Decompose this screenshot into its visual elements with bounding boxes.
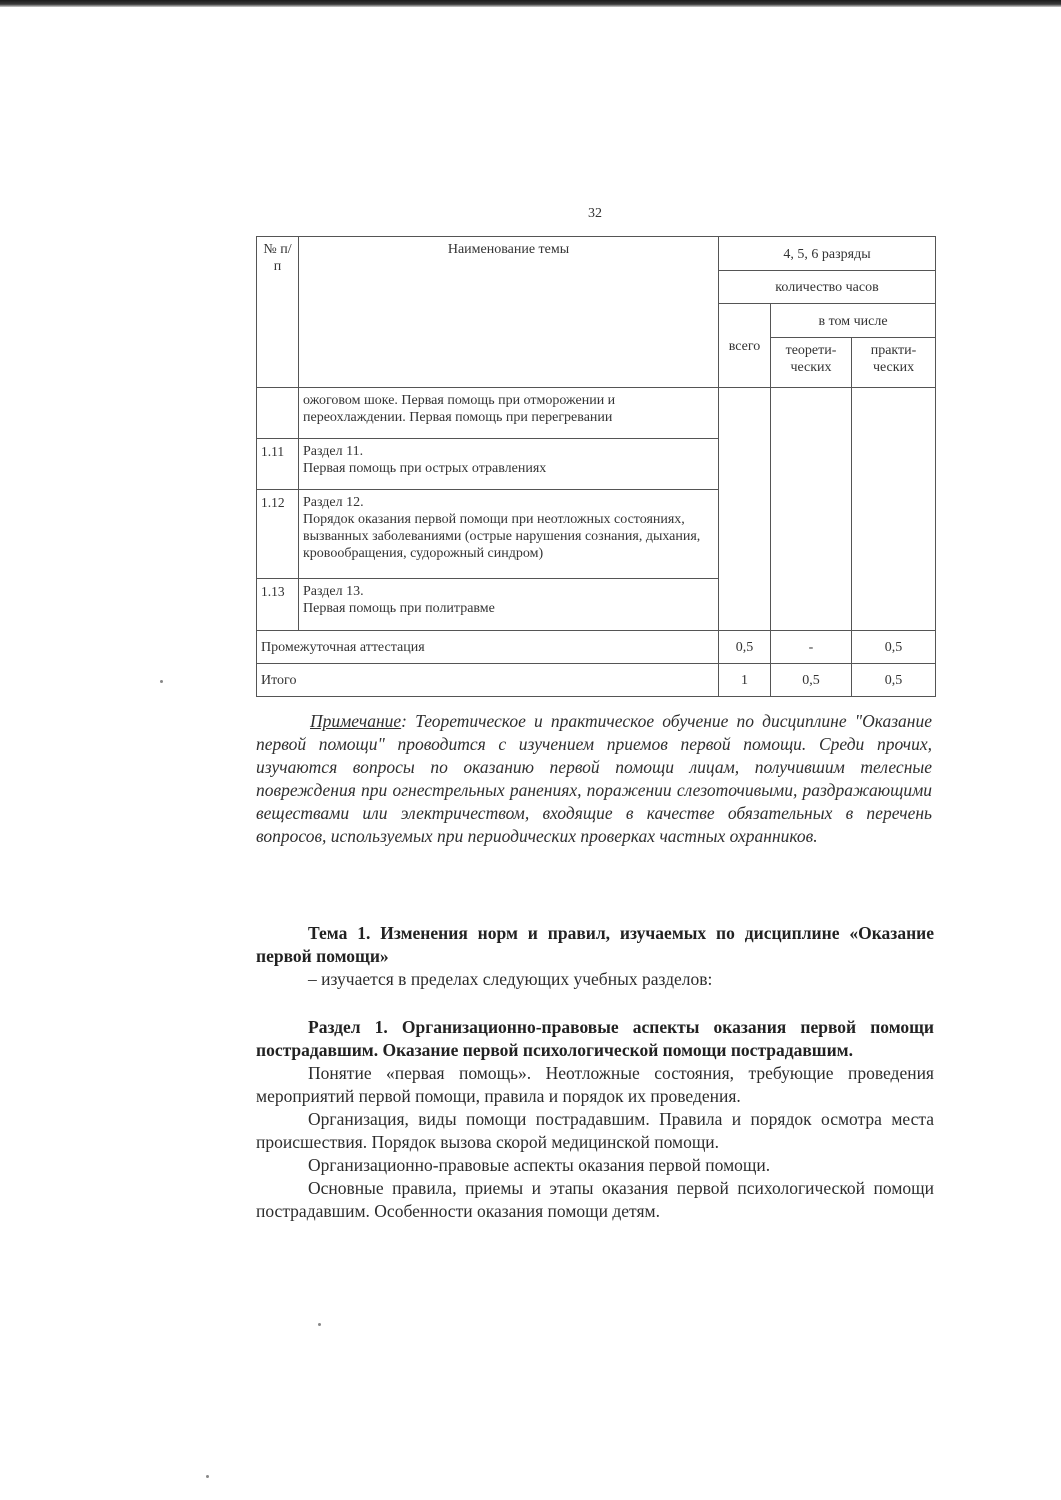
header-topic-name: Наименование темы bbox=[299, 237, 719, 388]
section-paragraph: Понятие «первая помощь». Неотложные состояния, требующие проведения мероприятий первой помощи, правила и порядок их проведения. bbox=[256, 1063, 934, 1106]
note-label: Примечание bbox=[310, 711, 402, 731]
total-total: 1 bbox=[719, 664, 771, 697]
summary-practice: 0,5 bbox=[852, 631, 936, 664]
topic-subtitle: – изучается в пределах следующих учебных разделов: bbox=[308, 969, 713, 989]
row-num: 1.13 bbox=[257, 579, 299, 631]
section-paragraph: Основные правила, приемы и этапы оказания первой психологической помощи пострадавшим. Особенности оказания помощи детям. bbox=[256, 1178, 934, 1221]
header-grades: 4, 5, 6 разряды bbox=[719, 237, 936, 271]
section-paragraph: Организационно-правовые аспекты оказания первой помощи. bbox=[308, 1155, 771, 1175]
section-paragraph: Организация, виды помощи пострадавшим. Правила и порядок осмотра места происшествия. Порядок вызова скорой медицинской помощи. bbox=[256, 1109, 934, 1152]
summary-label: Промежуточная аттестация bbox=[257, 631, 719, 664]
header-total: всего bbox=[719, 304, 771, 388]
summary-total: 0,5 bbox=[719, 631, 771, 664]
header-num: № п/п bbox=[257, 237, 299, 388]
section-title: Раздел 1. Организационно-правовые аспекты оказания первой помощи пострадавшим. Оказание первой психологической помощи пострадавшим. bbox=[256, 1017, 934, 1060]
empty-total-cell bbox=[719, 388, 771, 631]
header-hours: количество часов bbox=[719, 271, 936, 304]
table-note bbox=[256, 710, 932, 848]
scan-speck bbox=[206, 1475, 209, 1478]
row-num: 1.11 bbox=[257, 439, 299, 490]
note-text: : Теоретическое и практическое обучение по дисциплине "Оказание первой помощи" проводится с изучением приемов первой помощи. Среди прочих, изучаются вопросы по оказанию первой помощи лицам, получившим телесные повреждения при огнестрельных ранениях, поражении слезоточивыми, раздражающими веществами или электричеством, входящие в качестве обязательных в перечень вопросов, используемых при периодических проверках частных охранников. bbox=[256, 711, 932, 846]
scan-top-edge bbox=[0, 0, 1061, 7]
total-practice: 0,5 bbox=[852, 664, 936, 697]
header-practice: практи-ческих bbox=[852, 338, 936, 388]
summary-theory: - bbox=[771, 631, 852, 664]
header-including: в том числе bbox=[771, 304, 936, 338]
header-theory: теорети-ческих bbox=[771, 338, 852, 388]
total-theory: 0,5 bbox=[771, 664, 852, 697]
topic-block bbox=[256, 922, 934, 991]
row-num: 1.12 bbox=[257, 490, 299, 579]
row-topic: ожоговом шоке. Первая помощь при отморожении и переохлаждении. Первая помощь при перегревании bbox=[299, 388, 719, 439]
row-topic: Раздел 13. Первая помощь при политравме bbox=[299, 579, 719, 631]
total-label: Итого bbox=[257, 664, 719, 697]
row-topic: Раздел 12. Порядок оказания первой помощи при неотложных состояниях, вызванных заболеваниями (острые нарушения сознания, дыхания, кровообращения, судорожный синдром) bbox=[299, 490, 719, 579]
row-topic: Раздел 11. Первая помощь при острых отравлениях bbox=[299, 439, 719, 490]
page-number: 32 bbox=[588, 206, 602, 221]
curriculum-table bbox=[256, 236, 936, 697]
row-num bbox=[257, 388, 299, 439]
scan-speck bbox=[318, 1323, 321, 1326]
empty-practice-cell bbox=[852, 388, 936, 631]
topic-title: Тема 1. Изменения норм и правил, изучаемых по дисциплине «Оказание первой помощи» bbox=[256, 923, 934, 966]
section-block bbox=[256, 1016, 934, 1223]
empty-theory-cell bbox=[771, 388, 852, 631]
scan-speck bbox=[160, 680, 163, 683]
